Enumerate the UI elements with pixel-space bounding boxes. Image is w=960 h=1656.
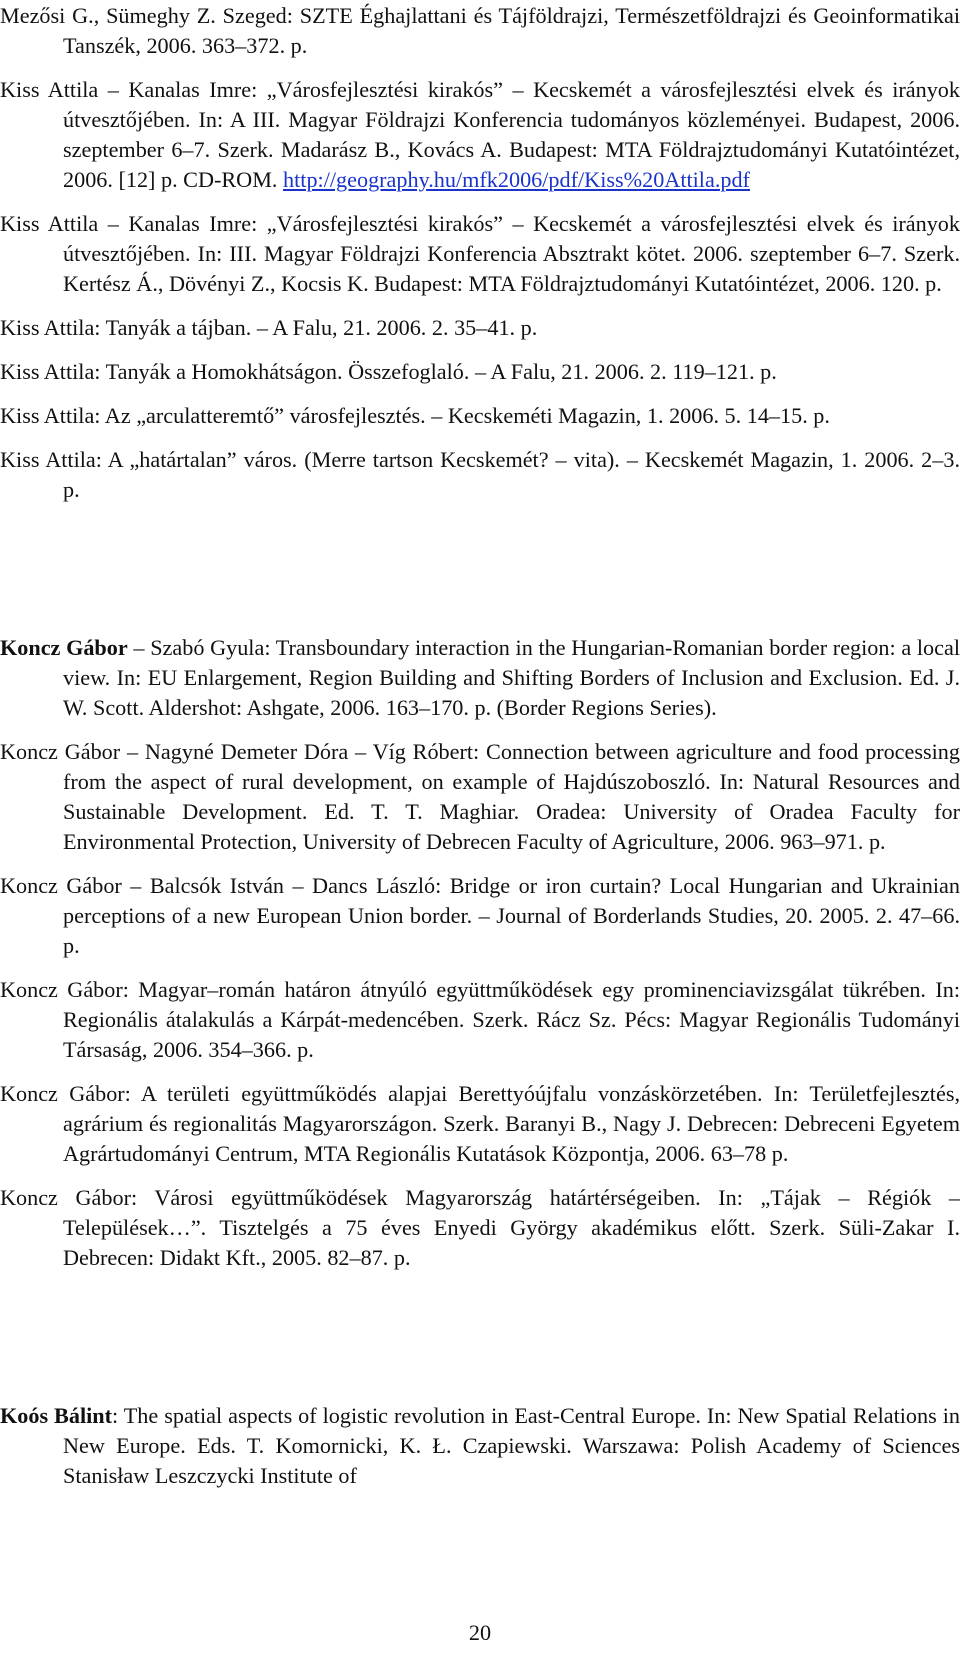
reference-entry: Koncz Gábor: Magyar–román határon átnyúló együttműködések egy prominenciavizsgálat tükrében. In: Regionális átalakulás a Kárpát-medencében. Szerk. Rácz Sz. Pécs: Magyar Regionális Tudományi Társaság, 2006. 354–366. p. (0, 977, 960, 1062)
reference-text: – Szabó Gyula: Transboundary interaction in the Hungarian-Romanian border region: a local view. In: EU Enlargement, Region Building and Shifting Borders of Inclusion and Exclusion. Ed. J. W. Scott. Aldershot: Ashgate, 2006. 163–170. p. (Border Regions Series). (63, 635, 960, 720)
author-name: Koós Bálint (0, 1403, 113, 1428)
page-number: 20 (468, 1620, 492, 1645)
reference-entry: Mezősi G., Sümeghy Z. Szeged: SZTE Éghajlattani és Tájföldrajzi, Természetföldrajzi és Geoinformatikai Tanszék, 2006. 363–372. p. (0, 3, 960, 58)
reference-text: : The spatial aspects of logistic revolution in East-Central Europe. In: New Spatial Relations in New Europe. Eds. T. Komornicki, K. Ł. Czapiewski. Warszawa: Polish Academy of Sciences Stanisław Leszczycki Institute of (63, 1403, 960, 1488)
reference-link[interactable]: http://geography.hu/mfk2006/pdf/Kiss%20Attila.pdf (283, 167, 750, 192)
reference-entry: Koncz Gábor: A területi együttműködés alapjai Berettyóújfalu vonzáskörzetében. In: Területfejlesztés, agrárium és regionalitás Magyarországon. Szerk. Baranyi B., Nagy J. Debrecen: Debreceni Egyetem Agrártudományi Centrum, MTA Regionális Kutatások Központja, 2006. 63–78 p. (0, 1081, 960, 1166)
koncz-gabor-references (0, 633, 960, 1287)
koos-balint-references (0, 1401, 960, 1505)
reference-entry: Koncz Gábor: Városi együttműködések Magyarország határtérségeiben. In: „Tájak – Régiók – Települések…”. Tisztelgés a 75 éves Enyedi György akadémikus előtt. Szerk. Süli-Zakar I. Debrecen: Didakt Kft., 2005. 82–87. p. (0, 1185, 960, 1270)
reference-entry: Kiss Attila: A „határtalan” város. (Merre tartson Kecskemét? – vita). – Kecskemét Magazin, 1. 2006. 2–3. p. (0, 447, 960, 502)
reference-entry: Kiss Attila: Az „arculatteremtő” városfejlesztés. – Kecskeméti Magazin, 1. 2006. 5. 14–15. p. (0, 403, 830, 428)
reference-entry (0, 75, 960, 195)
reference-entry: Kiss Attila: Tanyák a Homokhátságon. Összefoglaló. – A Falu, 21. 2006. 2. 119–121. p. (0, 359, 777, 384)
reference-entry (0, 633, 960, 723)
reference-entry: Kiss Attila – Kanalas Imre: „Városfejlesztési kirakós” – Kecskemét a városfejlesztési elvek és irányok útvesztőjében. In: III. Magyar Földrajzi Konferencia Absztrakt kötet. 2006. szeptember 6–7. Szerk. Kertész Á., Dövényi Z., Kocsis K. Budapest: MTA Földrajztudományi Kutatóintézet, 2006. 120. p. (0, 211, 960, 296)
kiss-attila-references (0, 1, 960, 519)
reference-text: Kiss Attila – Kanalas Imre: „Városfejlesztési kirakós” – Kecskemét a városfejlesztési elvek és irányok útvesztőjében. In: A III. Magyar Földrajzi Konferencia tudományos közleményei. Budapest, 2006. szeptember 6–7. Szerk. Madarász B., Kovács A. Budapest: MTA Földrajztudományi Kutatóintézet, 2006. [12] p. CD-ROM. (0, 77, 960, 192)
author-name: Koncz Gábor (0, 635, 128, 660)
reference-entry: Koncz Gábor – Balcsók István – Dancs László: Bridge or iron curtain? Local Hungarian and Ukrainian perceptions of a new European Union border. – Journal of Borderlands Studies, 20. 2005. 2. 47–66. p. (0, 873, 960, 958)
reference-entry: Koncz Gábor – Nagyné Demeter Dóra – Víg Róbert: Connection between agriculture and food processing from the aspect of rural development, on example of Hajdúszoboszló. In: Natural Resources and Sustainable Development. Ed. T. T. Maghiar. Oradea: University of Oradea Faculty for Environmental Protection, University of Debrecen Faculty of Agriculture, 2006. 963–971. p. (0, 739, 960, 854)
reference-entry: Kiss Attila: Tanyák a tájban. – A Falu, 21. 2006. 2. 35–41. p. (0, 315, 538, 340)
reference-entry (0, 1401, 960, 1491)
